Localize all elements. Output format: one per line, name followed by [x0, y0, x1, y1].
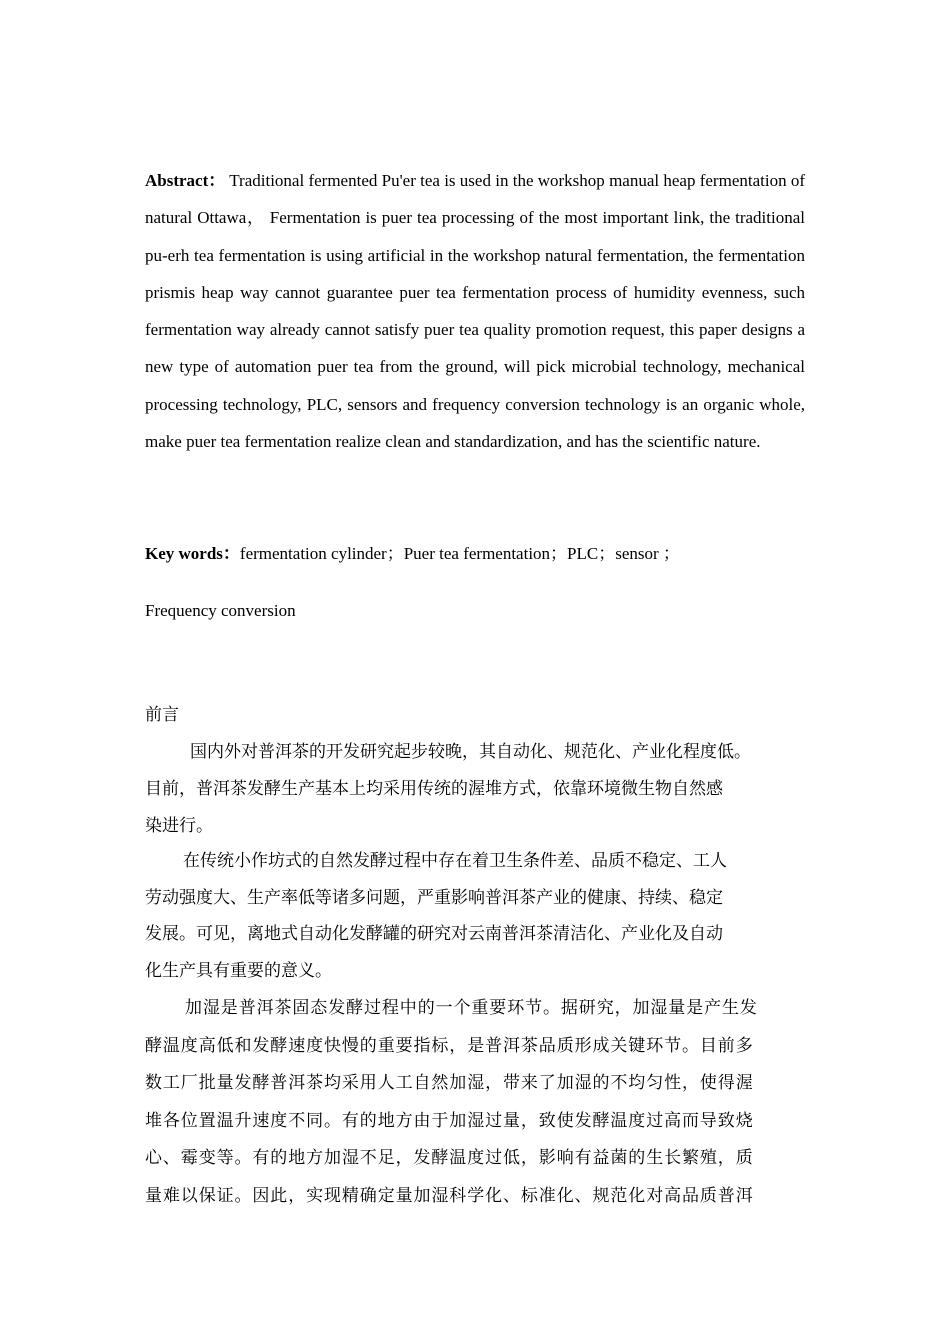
foreword-paragraph-1: [145, 734, 825, 845]
abstract-text: Traditional fermented Pu'er tea is used in the workshop manual heap fermentation of natural Ottawa， Fermentation is puer tea processing of the most important link, the traditional pu-erh tea fermentation is using artificial in the workshop natural fermentation, the fermentation prismis heap way cannot guarantee puer tea fermentation process of humidity evenness, such fermentation way already cannot satisfy puer tea quality promotion request, this paper designs a new type of automation puer tea from the ground, will pick microbial technology, mechanical processing technology, PLC, sensors and frequency conversion technology is an organic whole, make puer tea fermentation realize clean and standardization, and has the scientific nature.: [145, 171, 806, 452]
paragraph-line: 堆各位置温升速度不同。有的地方由于加湿过量，致使发酵温度过高而导致烧: [145, 1110, 754, 1131]
keywords-line: [145, 535, 825, 572]
paragraph-line: 化生产具有重要的意义。: [145, 960, 332, 981]
keywords-text: fermentation cylinder；Puer tea fermentation；PLC；sensor ；: [239, 544, 680, 563]
abstract-label: Abstract：: [145, 171, 226, 190]
keywords-continuation: Frequency conversion: [145, 601, 296, 620]
paragraph-line: 在传统小作坊式的自然发酵过程中存在着卫生条件差、品质不稳定、工人: [183, 851, 727, 871]
paragraph-line: 发展。可见，离地式自动化发酵罐的研究对云南普洱茶清洁化、产业化及自动: [145, 924, 723, 944]
paragraph-line: 数工厂批量发酵普洱茶均采用人工自然加湿，带来了加湿的不均匀性，使得渥: [145, 1073, 754, 1094]
foreword-paragraph-3: [145, 990, 825, 1216]
paragraph-line: 劳动强度大、生产率低等诸多问题，严重影响普洱茶产业的健康、持续、稳定: [145, 887, 723, 908]
keywords-label: Key words：: [145, 544, 240, 563]
paragraph-line: 国内外对普洱茶的开发研究起步较晚，其自动化、规范化、产业化程度低。: [173, 742, 751, 762]
paragraph-line: 心、霉变等。有的地方加湿不足，发酵温度过低，影响有益菌的生长繁殖，质: [145, 1148, 754, 1169]
paragraph-line: 染进行。: [145, 816, 213, 836]
paragraph-line: 加湿是普洱茶固态发酵过程中的一个重要环节。据研究，加湿量是产生发: [185, 998, 758, 1018]
abstract-paragraph: [145, 162, 805, 460]
paragraph-line: 目前，普洱茶发酵生产基本上均采用传统的渥堆方式，依靠环境微生物自然感: [145, 779, 723, 799]
paragraph-line: 酵温度高低和发酵速度快慢的重要指标，是普洱茶品质形成关键环节。目前多: [145, 1035, 754, 1056]
paragraph-line: 量难以保证。因此，实现精确定量加湿科学化、标准化、规范化对高品质普洱: [145, 1185, 754, 1206]
foreword-paragraph-2: [145, 843, 825, 989]
foreword-title: 前言: [145, 705, 179, 725]
